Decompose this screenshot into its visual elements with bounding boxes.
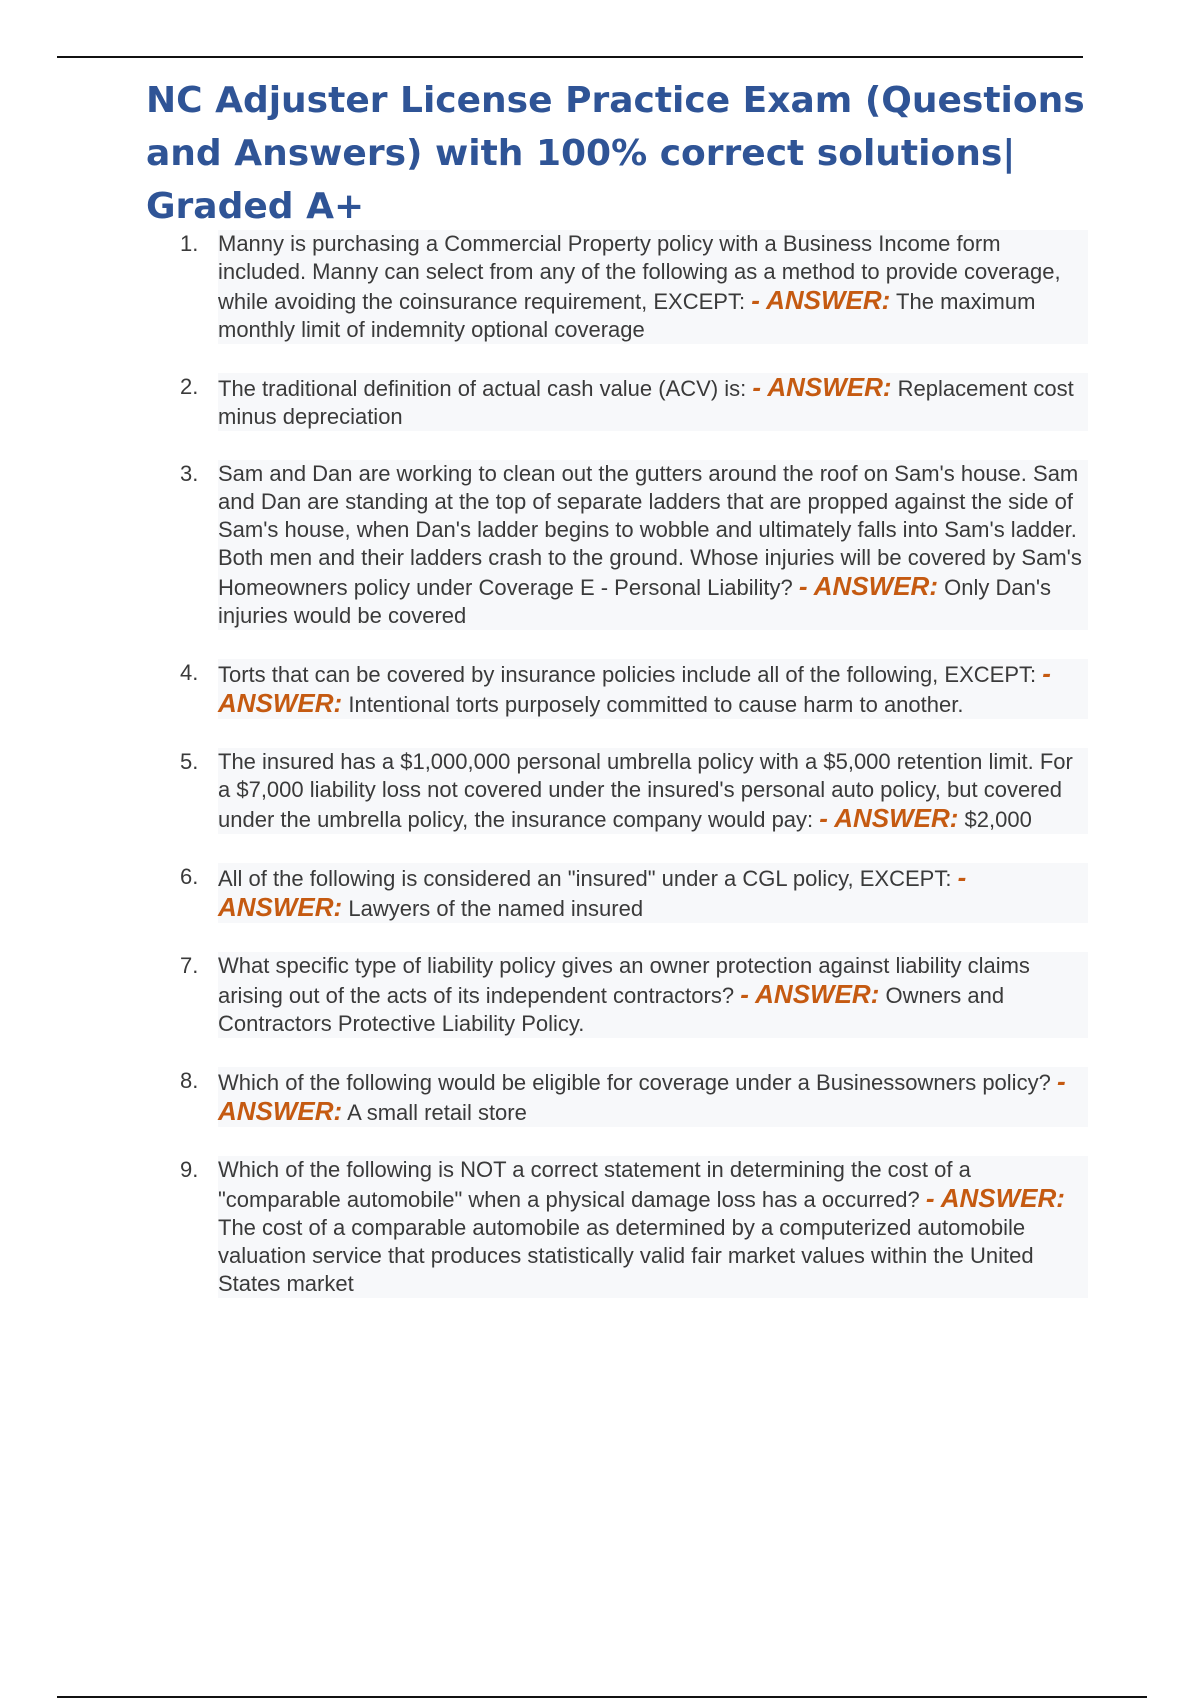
question-text: What specific type of liability policy gives an owner protection against liability claims arising out of the acts of its independent contractors? xyxy=(218,953,1030,1008)
answer-label: - ANSWER: xyxy=(925,1183,1065,1213)
question-text: The insured has a $1,000,000 personal umbrella policy with a $5,000 retention limit. For a $7,000 liability loss not covered under the insured's personal auto policy, but covered under the umbrella policy, the insurance company would pay: xyxy=(218,749,1073,832)
question-item xyxy=(0,952,1200,1038)
question-body xyxy=(218,230,1088,344)
answer-label: - ANSWER: xyxy=(740,979,880,1009)
question-number: 5. xyxy=(180,749,199,774)
answer-text: Lawyers of the named insured xyxy=(348,896,644,921)
answer-text: Only Dan's injuries would be covered xyxy=(218,575,1052,628)
question-number: 4. xyxy=(180,660,199,685)
question-item xyxy=(0,1156,1200,1298)
answer-label: - ANSWER: xyxy=(798,571,938,601)
question-number: 6. xyxy=(180,864,199,889)
answer-label: - ANSWER: xyxy=(218,862,967,922)
question-number: 2. xyxy=(180,374,199,399)
question-number: 8. xyxy=(180,1068,199,1093)
question-text: Sam and Dan are working to clean out the gutters around the roof on Sam's house. Sam and Dan are standing at the top of separate ladders that are propped against the side of Sam's house, when Dan's ladder begins to wobble and ultimately falls into Sam's ladder. Both men and their ladders crash to the ground. Whose injuries will be covered by Sam's Homeowners policy under Coverage E - Personal Liability? xyxy=(218,461,1082,600)
bottom-rule xyxy=(57,1696,1147,1698)
answer-text: Owners and Contractors Protective Liability Policy. xyxy=(218,983,1005,1036)
question-body xyxy=(218,460,1088,630)
question-item xyxy=(0,748,1200,834)
question-text: Manny is purchasing a Commercial Property policy with a Business Income form included. Manny can select from any of the following as a method to provide coverage, while avoiding the coinsurance requirement, EXCEPT: xyxy=(218,231,1061,314)
question-number: 9. xyxy=(180,1157,199,1182)
question-item xyxy=(0,863,1200,923)
answer-text: A small retail store xyxy=(347,1100,527,1125)
answer-label: - ANSWER: xyxy=(218,1066,1066,1126)
question-text: Which of the following is NOT a correct statement in determining the cost of a "comparable automobile" when a physical damage loss has a occurred? xyxy=(218,1157,971,1212)
question-text: Torts that can be covered by insurance policies include all of the following, EXCEPT: xyxy=(218,662,1037,687)
top-rule xyxy=(57,56,1083,58)
answer-label: - ANSWER: xyxy=(819,803,959,833)
document-title: NC Adjuster License Practice Exam (Questions and Answers) with 100% correct solutions| Graded A+ xyxy=(146,80,1085,227)
question-item xyxy=(0,373,1200,431)
question-item xyxy=(0,460,1200,630)
question-text: All of the following is considered an "insured" under a CGL policy, EXCEPT: xyxy=(218,866,952,891)
question-body xyxy=(218,659,1088,719)
question-item xyxy=(0,1067,1200,1127)
question-body xyxy=(218,863,1088,923)
question-body xyxy=(218,373,1088,431)
question-body xyxy=(218,1067,1088,1127)
answer-label: - ANSWER: xyxy=(218,658,1051,718)
question-body xyxy=(218,1156,1088,1298)
question-number: 1. xyxy=(180,231,199,256)
answer-text: The maximum monthly limit of indemnity optional coverage xyxy=(218,289,1036,342)
answer-label: - ANSWER: xyxy=(751,285,891,315)
question-number: 7. xyxy=(180,953,199,978)
answer-text: The cost of a comparable automobile as determined by a computerized automobile valuation service that produces statistically valid fair market values within the United States market xyxy=(218,1215,1034,1296)
question-item xyxy=(0,659,1200,719)
question-number: 3. xyxy=(180,461,199,486)
question-list xyxy=(0,230,1200,1327)
question-text: The traditional definition of actual cash value (ACV) is: xyxy=(218,376,747,401)
question-item xyxy=(0,230,1200,344)
answer-text: $2,000 xyxy=(964,807,1032,832)
answer-label: - ANSWER: xyxy=(752,372,892,402)
question-body xyxy=(218,952,1088,1038)
answer-text: Intentional torts purposely committed to cause harm to another. xyxy=(348,692,964,717)
question-body xyxy=(218,748,1088,834)
answer-text: Replacement cost minus depreciation xyxy=(218,376,1074,429)
question-text: Which of the following would be eligible for coverage under a Businessowners policy? xyxy=(218,1070,1051,1095)
